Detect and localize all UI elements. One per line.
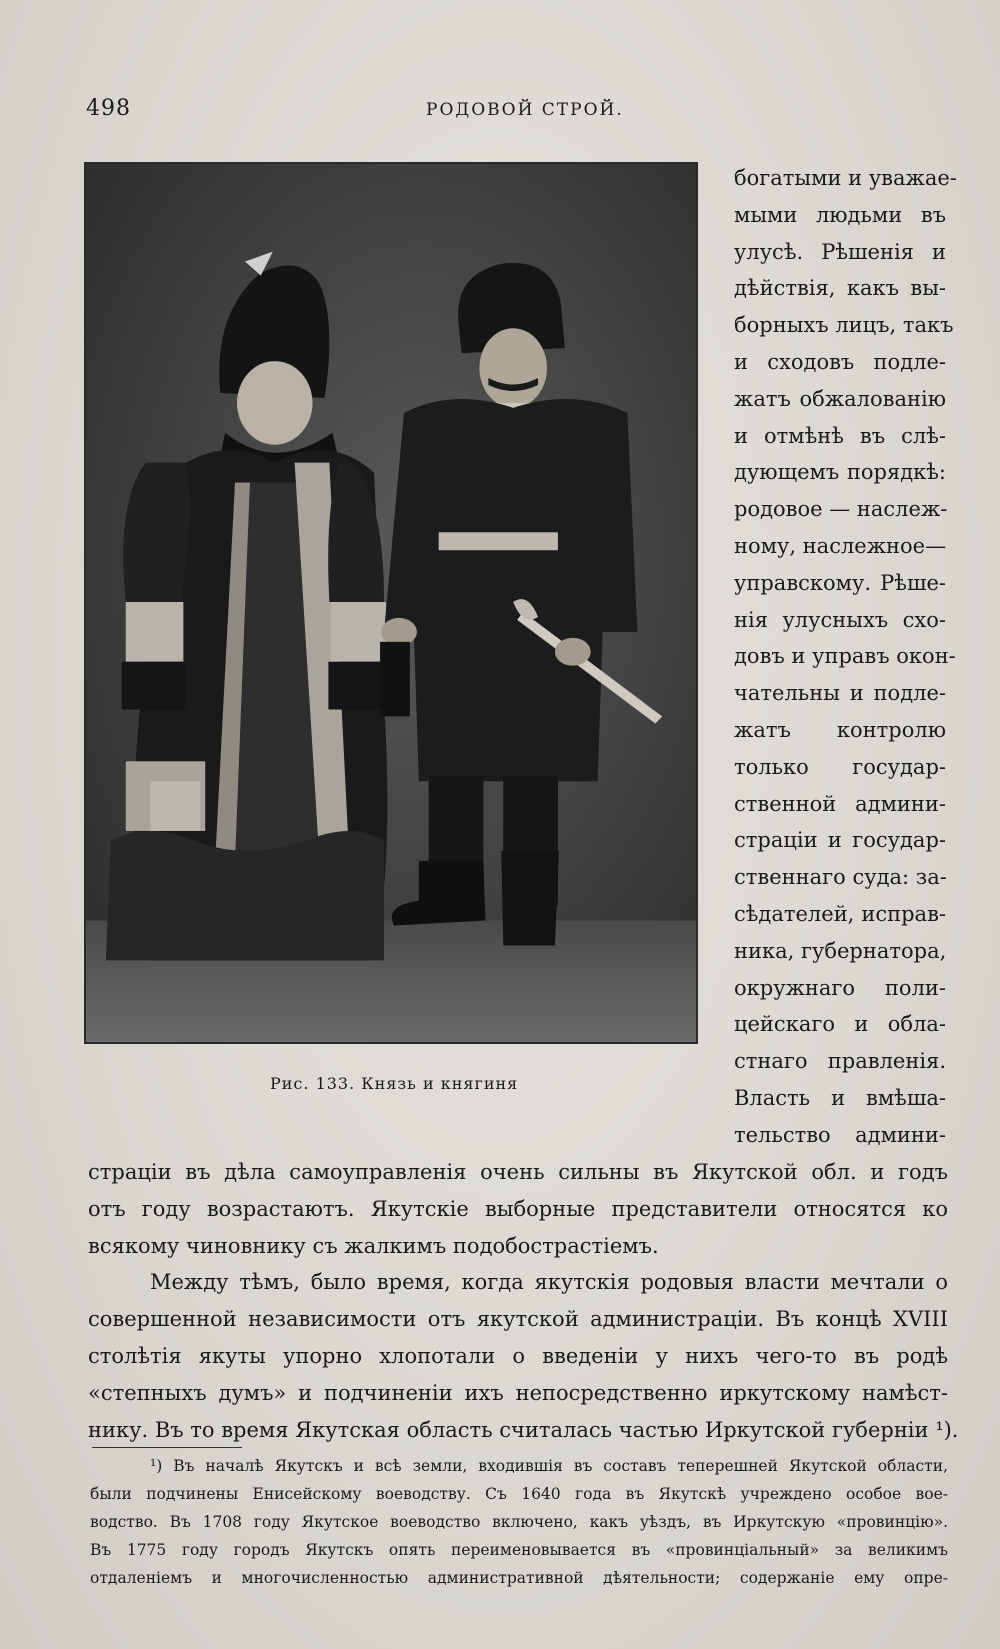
text-line: дующемъ порядкѣ:	[734, 460, 946, 485]
text-line: столѣтія якуты упорно хлопотали о введеніи у нихъ чего-то въ родѣ	[88, 1344, 948, 1368]
photo-illustration	[86, 164, 696, 1042]
text-line: и отмѣнѣ въ слѣ-	[734, 423, 946, 448]
text-line: чательны и подле-	[734, 681, 946, 706]
text-line: и сходовъ подле-	[734, 349, 946, 374]
text-line: Между тѣмъ, было время, когда якутскія родовыя власти мечтали о	[150, 1270, 948, 1294]
text-line: родовое — наслеж-	[734, 497, 948, 522]
footnote-line: Въ 1775 году городъ Якутскъ опять переименовывается въ «провинціальный» за великимъ	[90, 1541, 948, 1559]
text-line: страціи въ дѣла самоуправленія очень сильны въ Якутской обл. и годъ	[88, 1160, 948, 1184]
text-line: страціи и государ-	[734, 828, 946, 853]
text-line: жатъ обжалованію	[734, 386, 946, 411]
figure-caption: Рис. 133. Князь и княгиня	[270, 1074, 519, 1093]
text-line: всякому чиновнику съ жалкимъ подобострастіемъ.	[88, 1234, 659, 1258]
text-line: «степныхъ думъ» и подчиненіи ихъ непосредственно иркутскому намѣст-	[88, 1381, 948, 1405]
text-line: стнаго правленія.	[734, 1049, 946, 1074]
footnote-line: отдаленіемъ и многочисленностью административной дѣятельности; содержаніе ему опре-	[90, 1569, 948, 1587]
footnote-line: были подчинены Енисейскому воеводству. Съ 1640 года въ Якутскѣ учреждено особое вое-	[90, 1485, 948, 1503]
text-line: Власть и вмѣша-	[734, 1085, 946, 1110]
footnote	[90, 1452, 948, 1592]
text-line: сѣдателей, исправ-	[734, 901, 946, 926]
text-line: мыми людьми въ	[734, 202, 946, 227]
text-line: богатыми и уважае-	[734, 166, 957, 190]
text-line: ственной админи-	[734, 791, 946, 816]
text-line: ственнаго суда: за-	[734, 865, 947, 890]
text-line: дѣйствія, какъ вы-	[734, 276, 946, 301]
paragraph-2	[88, 1264, 959, 1449]
text-line: окружнаго поли-	[734, 975, 946, 1000]
text-line: совершенной независимости отъ якутской администраціи. Въ концѣ XVIII	[88, 1307, 948, 1331]
footnote-line: ¹) Въ началѣ Якутскъ и всѣ земли, входившія въ составъ теперешней Якутской области,	[150, 1457, 948, 1475]
running-head: РОДОВОЙ СТРОЙ.	[426, 100, 624, 120]
text-line: нику. Въ то время Якутская область считалась частью Иркутской губерніи ¹).	[88, 1418, 959, 1442]
page-number: 498	[86, 96, 131, 121]
paragraph-1	[88, 1154, 948, 1265]
text-line: управскому. Рѣше-	[734, 570, 946, 595]
figure-photograph	[84, 162, 698, 1044]
text-line: улусѣ. Рѣшенія и	[734, 239, 946, 264]
text-line: нія улусныхъ схо-	[734, 607, 946, 632]
text-line: ника, губернатора,	[734, 938, 947, 963]
side-column-text	[734, 160, 957, 1154]
text-line: тельство админи-	[734, 1122, 946, 1147]
text-line: цейскаго и обла-	[734, 1012, 946, 1037]
text-line: довъ и управъ окон-	[734, 644, 956, 669]
text-line: жатъ контролю	[734, 717, 946, 742]
text-line: ному, наслежное—	[734, 533, 947, 558]
footnote-rule	[92, 1447, 242, 1448]
footnote-line: водство. Въ 1708 году Якутское воеводство включено, какъ уѣздъ, въ Иркутскую «провинцію».	[90, 1513, 948, 1531]
text-line: только государ-	[734, 754, 946, 779]
text-line: отъ году возрастаютъ. Якутскіе выборные представители относятся ко	[88, 1197, 948, 1221]
text-line: борныхъ лицъ, такъ	[734, 313, 954, 338]
